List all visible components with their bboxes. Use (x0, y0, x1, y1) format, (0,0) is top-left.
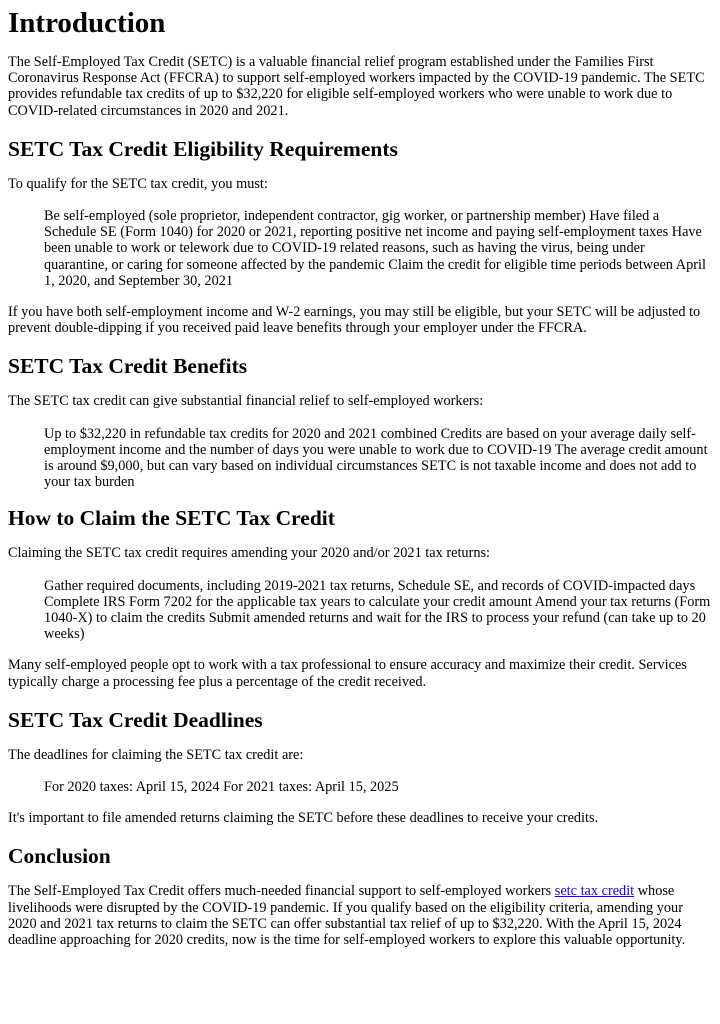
deadlines-list: For 2020 taxes: April 15, 2024 For 2021 taxes: April 15, 2025 (44, 779, 399, 796)
conclusion-heading: Conclusion (8, 844, 111, 869)
intro-paragraph: The Self-Employed Tax Credit (SETC) is a valuable financial relief program established under the Families First Coronavirus Response Act (FFCRA) to support self-employed workers impacted by the COVID-19 pandemic. The SETC provides refundable tax credits of up to $32,220 for eligible self-employed workers who were unable to work due to COVID-related circumstances in 2020 and 2021. (8, 54, 705, 119)
conclusion-text-after: whose livelihoods were disrupted by the COVID-19 pandemic. If you qualify based on the eligibility criteria, amending your 2020 and 2021 tax returns to claim the SETC can offer substantial tax relief of up to $32,220. With the April 15, 2024 deadline approaching for 2020 credits, now is the time for self-employed workers to explore this valuable opportunity. (8, 883, 686, 949)
benefits-lead: The SETC tax credit can give substantial financial relief to self-employed workers: (8, 393, 484, 410)
claim-lead: Claiming the SETC tax credit requires amending your 2020 and/or 2021 tax returns: (8, 545, 491, 562)
claim-steps: Gather required documents, including 2019-2021 tax returns, Schedule SE, and records of COVID-impacted days Complete IRS Form 7202 for the applicable tax years to calculate your credit amount Amend your tax returns (Form 1040-X) to claim the credits Submit amended returns and wait for the IRS to process your refund (can take up to 20 weeks) (44, 577, 711, 643)
deadlines-heading: SETC Tax Credit Deadlines (8, 707, 263, 732)
claim-note: Many self-employed people opt to work with a tax professional to ensure accuracy and maximize their credit. Services typically charge a processing fee plus a percentage of the credit received. (8, 657, 687, 690)
deadlines-note: It's important to file amended returns claiming the SETC before these deadlines to receive your credits. (8, 810, 599, 827)
intro-heading: Introduction (8, 7, 166, 39)
claim-heading: How to Claim the SETC Tax Credit (8, 506, 335, 531)
article (0, 6, 720, 948)
benefits-heading: SETC Tax Credit Benefits (8, 354, 248, 379)
setc-tax-credit-link[interactable]: setc tax credit (554, 883, 635, 900)
conclusion-paragraph (8, 883, 712, 948)
benefits-list: Up to $32,220 in refundable tax credits for 2020 and 2021 combined Credits are based on your average daily self-employment income and the number of days you were unable to work due to COVID-19 The average credit amount is around $9,000, but can vary based on individual circumstances SETC is not taxable income and does not add to your tax burden (44, 425, 708, 491)
eligibility-lead: To qualify for the SETC tax credit, you must: (8, 175, 268, 192)
eligibility-note: If you have both self-employment income and W-2 earnings, you may still be eligible, but your SETC will be adjusted to prevent double-dipping if you received paid leave benefits through your employer under the FFCRA. (8, 304, 701, 337)
eligibility-list: Be self-employed (sole proprietor, independent contractor, gig worker, or partnership member) Have filed a Schedule SE (Form 1040) for 2020 or 2021, reporting positive net income and paying self-employment taxes Have been unable to work or telework due to COVID-19 related reasons, such as having the virus, being under quarantine, or caring for someone affected by the pandemic Claim the credit for eligible time periods between April 1, 2020, and September 30, 2021 (44, 208, 706, 289)
deadlines-lead: The deadlines for claiming the SETC tax credit are: (8, 746, 304, 763)
conclusion-text-before: The Self-Employed Tax Credit offers much-needed financial support to self-employed workers (8, 883, 555, 900)
eligibility-heading: SETC Tax Credit Eligibility Requirements (8, 136, 398, 161)
